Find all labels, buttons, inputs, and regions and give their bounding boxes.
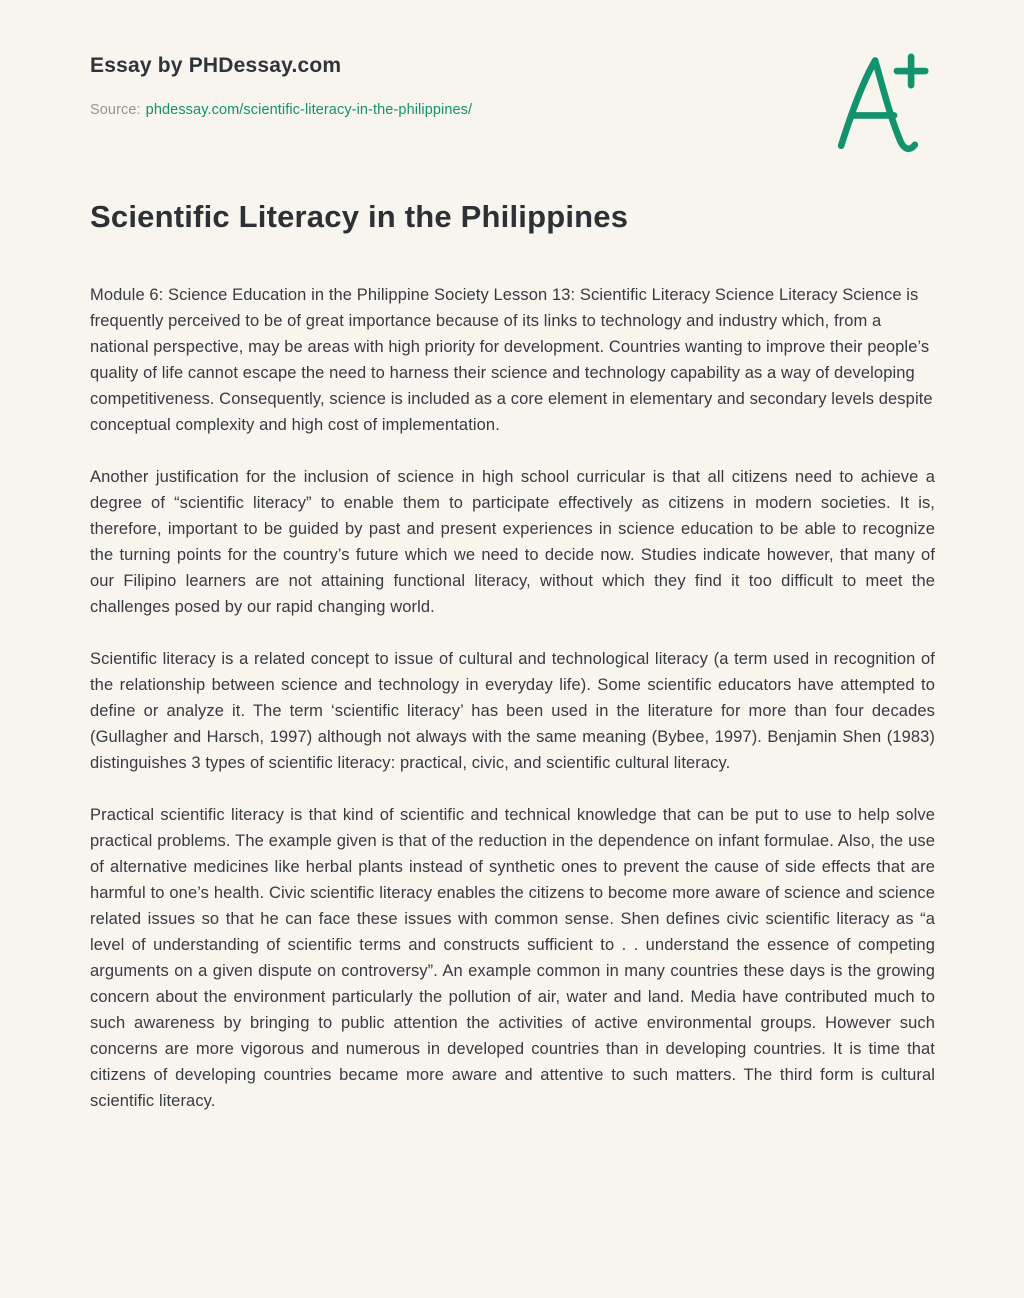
page-title: Scientific Literacy in the Philippines	[90, 199, 629, 234]
byline: Essay by PHDessay.com	[90, 54, 342, 77]
a-plus-logo	[826, 46, 930, 166]
paragraph-2: Another justification for the inclusion of science in high school curricular is that all citizens need to achieve a degree of “scientific literacy” to enable them to participate effectively as citizens in modern societies. It is, therefore, important to be guided by past and present experiences in science education to be able to recognize the turning points for the country’s future which we need to decide now. Studies indicate however, that many of our Filipino learners are not attaining functional literacy, without which they find it too difficult to meet the challenges posed by our rapid changing world.	[90, 468, 935, 617]
source-label: Source:	[90, 102, 141, 118]
paragraph-4: Practical scientific literacy is that kind of scientific and technical knowledge that can be put to use to help solve practical problems. The example given is that of the reduction in the dependence on infant formulae. Also, the use of alternative medicines like herbal plants instead of synthetic ones to prevent the cause of side effects that are harmful to one’s health. Civic scientific literacy enables the citizens to become more aware of science and science related issues so that he can face these issues with common sense. Shen defines civic scientific literacy as “a level of understanding of scientific terms and constructs sufficient to . . understand the essence of competing arguments on a given dispute on controversy”. An example common in many countries these days is the growing concern about the environment particularly the pollution of air, water and land. Media have contributed much to such awareness by bringing to public attention the activities of active environmental groups. However such concerns are more vigorous and numerous in developed countries than in developing countries. It is time that citizens of developing countries became more aware and attentive to such matters. The third form is cultural scientific literacy.	[90, 806, 935, 1111]
paragraph-3: Scientific literacy is a related concept to issue of cultural and technological literacy (a term used in recognition of the relationship between science and technology in everyday life). Some scientific educators have attempted to define or analyze it. The term ‘scientific literacy’ has been used in the literature for more than four decades (Gullagher and Harsch, 1997) although not always with the same meaning (Bybee, 1997). Benjamin Shen (1983) distinguishes 3 types of scientific literacy: practical, civic, and scientific cultural literacy.	[90, 650, 935, 773]
source-line	[90, 102, 935, 118]
paragraph-1: Module 6: Science Education in the Philippine Society Lesson 13: Scientific Literacy Science Literacy Science is frequently perceived to be of great importance because of its links to technology and industry which, from a national perspective, may be areas with high priority for development. Countries wanting to improve their people’s quality of life cannot escape the need to harness their science and technology capability as a way of developing competitiveness. Consequently, science is included as a core element in elementary and secondary levels despite conceptual complexity and high cost of implementation.	[90, 286, 933, 435]
source-link[interactable]: phdessay.com/scientific-literacy-in-the-philippines/	[145, 102, 473, 118]
page-header	[90, 54, 935, 118]
article-body	[90, 282, 935, 1114]
